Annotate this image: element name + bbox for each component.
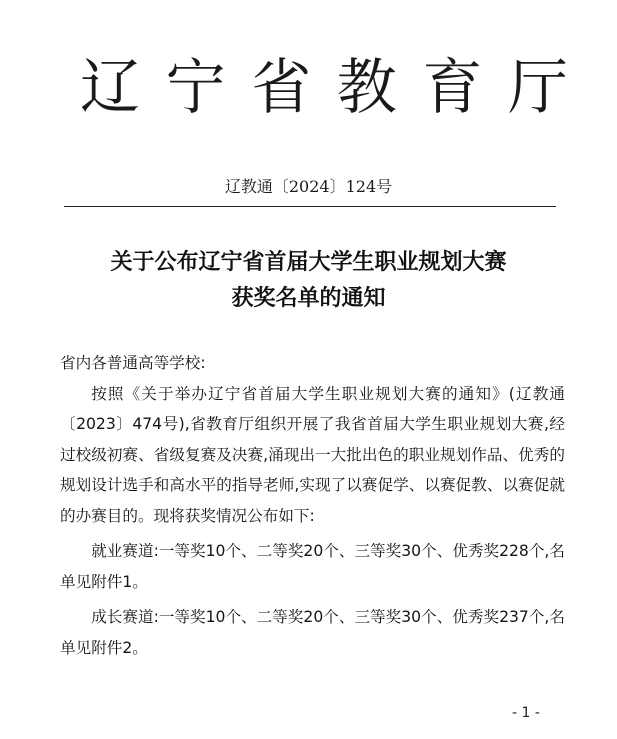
document-number: 辽教通〔2024〕124号 xyxy=(224,177,393,196)
notice-title-line-2: 获奖名单的通知 xyxy=(231,285,386,311)
page-number: - 1 - xyxy=(512,705,540,721)
header-char: 宁 xyxy=(165,53,226,123)
notice-body xyxy=(60,348,565,663)
header-divider xyxy=(64,206,556,207)
notice-title-line-1: 关于公布辽宁省首届大学生职业规划大赛 xyxy=(110,249,507,275)
notice-title xyxy=(0,244,617,316)
body-paragraph-3: 成长赛道:一等奖10个、二等奖20个、三等奖30个、优秀奖237个,名单见附件2。 xyxy=(60,608,565,657)
salutation: 省内各普通高等学校: xyxy=(60,354,206,372)
header-char: 辽 xyxy=(80,53,140,123)
header-char: 教 xyxy=(336,53,397,123)
header-char: 育 xyxy=(422,53,483,123)
issuing-authority-header xyxy=(74,52,574,124)
body-paragraph-1: 按照《关于举办辽宁省首届大学生职业规划大赛的通知》(辽教通〔2023〕474号),省教育厅组织开展了我省首届大学生职业规划大赛,经过校级初赛、省级复赛及决赛,涌现出一大批出色的职业规划作品、优秀的规划设计选手和高水平的指导老师,实现了以赛促学、以赛促教、以赛促就的办赛目的。现将获奖情况公布如下: xyxy=(60,384,565,525)
body-paragraph-2: 就业赛道:一等奖10个、二等奖20个、三等奖30个、优秀奖228个,名单见附件1。 xyxy=(60,542,565,591)
header-char: 厅 xyxy=(507,53,568,123)
header-char: 省 xyxy=(251,53,312,123)
